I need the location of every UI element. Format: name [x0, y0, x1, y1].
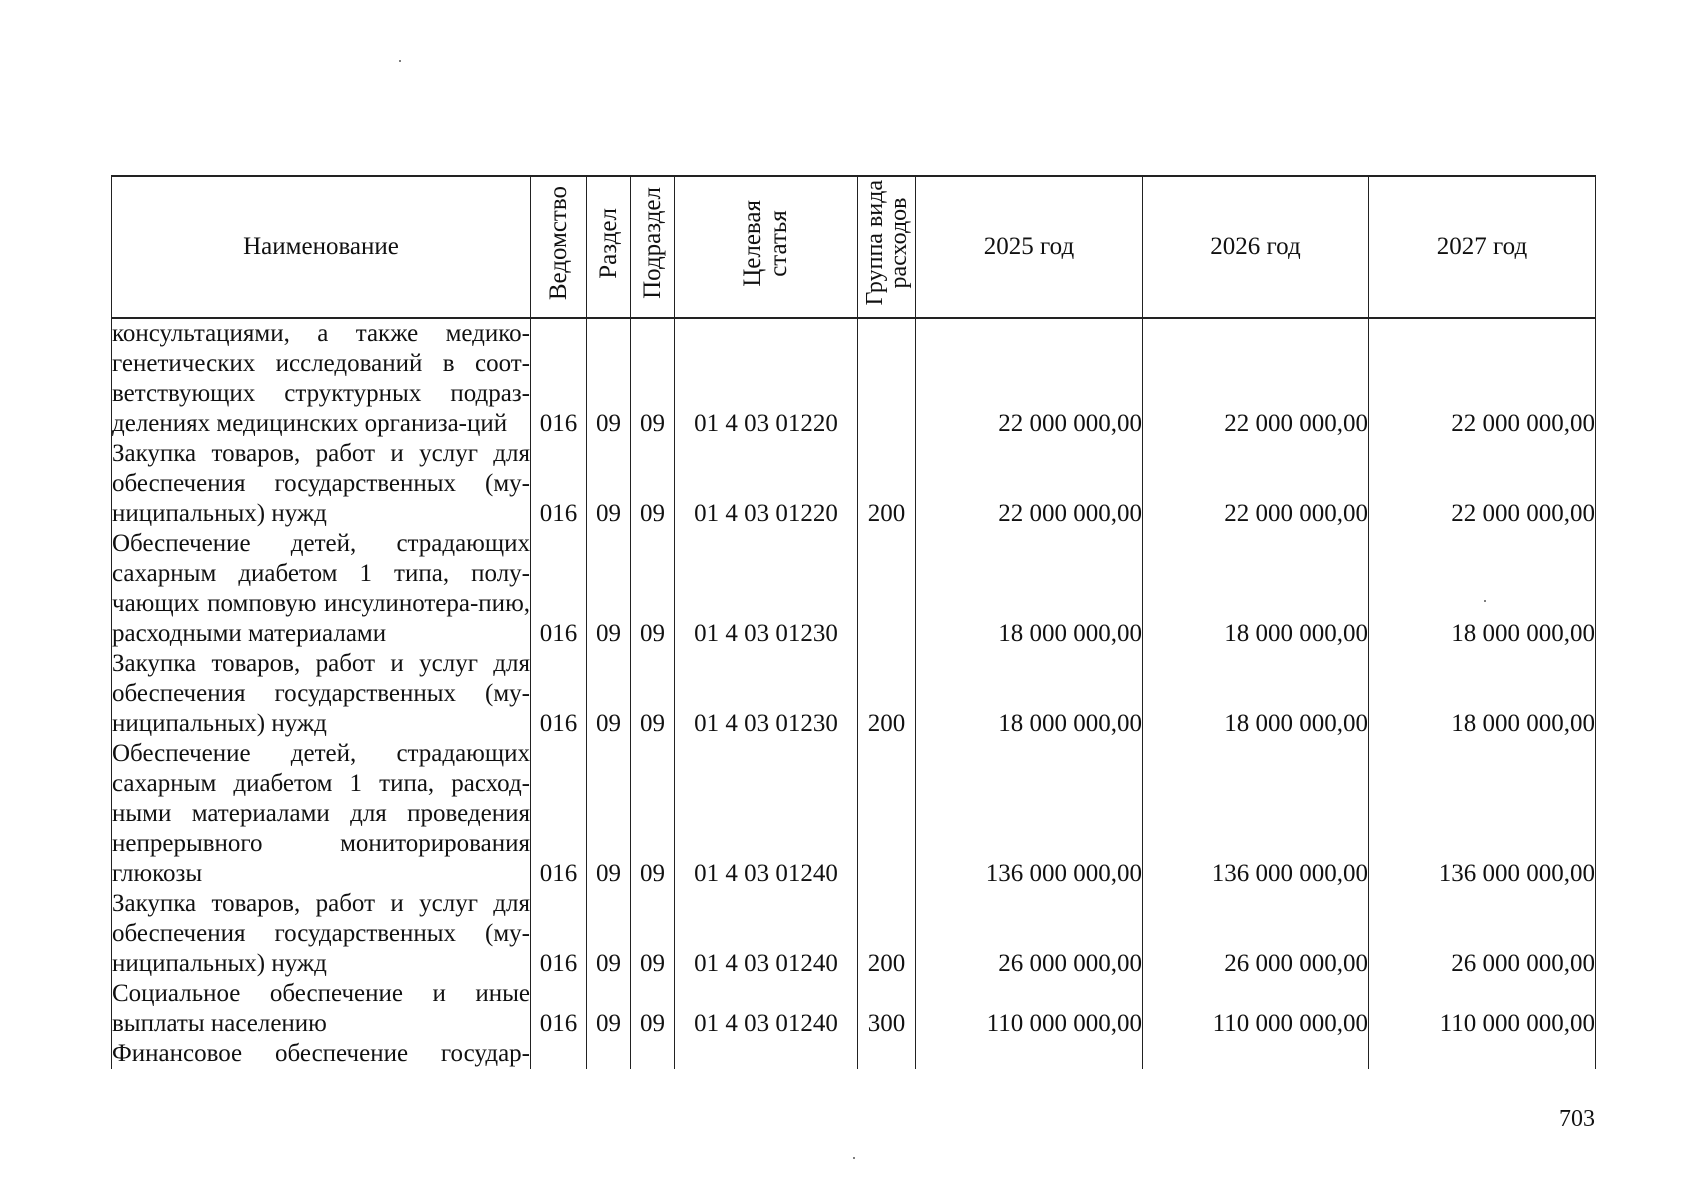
cell-group — [858, 739, 916, 889]
cell-y2025: 22 000 000,00 — [916, 439, 1143, 529]
header-2027: 2027 год — [1369, 176, 1596, 318]
cell-target: 01 4 03 01230 — [675, 529, 858, 649]
cell-y2025: 136 000 000,00 — [916, 739, 1143, 889]
cell-y2025: 18 000 000,00 — [916, 529, 1143, 649]
cell-ved: 016 — [531, 649, 587, 739]
budget-table — [111, 175, 1596, 1069]
scan-speck — [399, 60, 401, 62]
cell-target: 01 4 03 01220 — [675, 439, 858, 529]
cell-podrazdel: 09 — [631, 529, 675, 649]
cell-podrazdel: 09 — [631, 318, 675, 439]
cell-ved: 016 — [531, 739, 587, 889]
cell-podrazdel — [631, 1039, 675, 1069]
cell-ved: 016 — [531, 529, 587, 649]
cell-group: 300 — [858, 979, 916, 1039]
cell-target: 01 4 03 01240 — [675, 739, 858, 889]
table-row — [112, 649, 1596, 739]
header-razdel: Раздел — [587, 176, 631, 318]
scan-speck — [853, 1157, 855, 1159]
cell-name: Финансовое обеспечение государ- — [112, 1040, 530, 1067]
cell-name: Обеспечение детей, страдающих сахарным диабетом 1 типа, расход-ными материалами для проведения непрерывного мониторирования глюкозы — [112, 740, 530, 887]
cell-y2027: 18 000 000,00 — [1369, 529, 1596, 649]
page-number: 703 — [1559, 1106, 1595, 1132]
cell-name: консультациями, а также медико-генетических исследований в соот-ветствующих структурных подраз-делениях медицинских организа-ций — [112, 320, 530, 437]
cell-name: Закупка товаров, работ и услуг для обеспечения государственных (му-ниципальных) нужд — [112, 650, 530, 737]
cell-target: 01 4 03 01230 — [675, 649, 858, 739]
cell-name: Социальное обеспечение и иные выплаты населению — [112, 980, 530, 1037]
table-row — [112, 318, 1596, 439]
table-row — [112, 439, 1596, 529]
cell-razdel: 09 — [587, 318, 631, 439]
cell-razdel: 09 — [587, 439, 631, 529]
cell-razdel: 09 — [587, 649, 631, 739]
header-name: Наименование — [112, 176, 531, 318]
cell-razdel: 09 — [587, 889, 631, 979]
cell-name: Обеспечение детей, страдающих сахарным диабетом 1 типа, полу-чающих помповую инсулинотера-пию, расходными материалами — [112, 530, 530, 647]
table-row — [112, 979, 1596, 1039]
cell-target: 01 4 03 01240 — [675, 979, 858, 1039]
table-header-row — [112, 176, 1596, 318]
cell-y2027: 26 000 000,00 — [1369, 889, 1596, 979]
cell-name: Закупка товаров, работ и услуг для обеспечения государственных (му-ниципальных) нужд — [112, 890, 530, 977]
cell-podrazdel: 09 — [631, 979, 675, 1039]
table-row — [112, 529, 1596, 649]
table-row — [112, 1039, 1596, 1069]
cell-razdel: 09 — [587, 979, 631, 1039]
table-body — [112, 318, 1596, 1069]
cell-ved: 016 — [531, 439, 587, 529]
cell-y2025: 110 000 000,00 — [916, 979, 1143, 1039]
header-2025: 2025 год — [916, 176, 1143, 318]
header-group: Группа вида расходов — [858, 176, 916, 318]
cell-y2027: 22 000 000,00 — [1369, 318, 1596, 439]
header-target: Целевая статья — [675, 176, 858, 318]
cell-y2026: 18 000 000,00 — [1143, 529, 1369, 649]
cell-target: 01 4 03 01220 — [675, 318, 858, 439]
cell-razdel: 09 — [587, 739, 631, 889]
cell-y2027: 110 000 000,00 — [1369, 979, 1596, 1039]
cell-razdel: 09 — [587, 529, 631, 649]
table-row — [112, 889, 1596, 979]
scan-speck — [1484, 600, 1486, 602]
cell-ved: 016 — [531, 889, 587, 979]
cell-y2027: 18 000 000,00 — [1369, 649, 1596, 739]
cell-podrazdel: 09 — [631, 649, 675, 739]
cell-ved: 016 — [531, 979, 587, 1039]
cell-group — [858, 529, 916, 649]
cell-razdel — [587, 1039, 631, 1069]
cell-group: 200 — [858, 889, 916, 979]
cell-y2026 — [1143, 1039, 1369, 1069]
cell-y2027: 22 000 000,00 — [1369, 439, 1596, 529]
cell-target: 01 4 03 01240 — [675, 889, 858, 979]
cell-y2025 — [916, 1039, 1143, 1069]
cell-target — [675, 1039, 858, 1069]
cell-y2026: 18 000 000,00 — [1143, 649, 1369, 739]
cell-podrazdel: 09 — [631, 739, 675, 889]
cell-y2025: 22 000 000,00 — [916, 318, 1143, 439]
cell-y2026: 110 000 000,00 — [1143, 979, 1369, 1039]
cell-y2026: 136 000 000,00 — [1143, 739, 1369, 889]
cell-group: 200 — [858, 649, 916, 739]
header-vedomstvo: Ведомство — [531, 176, 587, 318]
cell-y2025: 26 000 000,00 — [916, 889, 1143, 979]
cell-y2025: 18 000 000,00 — [916, 649, 1143, 739]
cell-y2026: 22 000 000,00 — [1143, 318, 1369, 439]
cell-y2026: 22 000 000,00 — [1143, 439, 1369, 529]
cell-group: 200 — [858, 439, 916, 529]
cell-y2027 — [1369, 1039, 1596, 1069]
cell-y2026: 26 000 000,00 — [1143, 889, 1369, 979]
cell-ved: 016 — [531, 318, 587, 439]
cell-group — [858, 318, 916, 439]
cell-y2027: 136 000 000,00 — [1369, 739, 1596, 889]
header-podrazdel: Подраздел — [631, 176, 675, 318]
cell-ved — [531, 1039, 587, 1069]
cell-name: Закупка товаров, работ и услуг для обеспечения государственных (му-ниципальных) нужд — [112, 440, 530, 527]
cell-podrazdel: 09 — [631, 439, 675, 529]
header-2026: 2026 год — [1143, 176, 1369, 318]
table-row — [112, 739, 1596, 889]
cell-group — [858, 1039, 916, 1069]
cell-podrazdel: 09 — [631, 889, 675, 979]
